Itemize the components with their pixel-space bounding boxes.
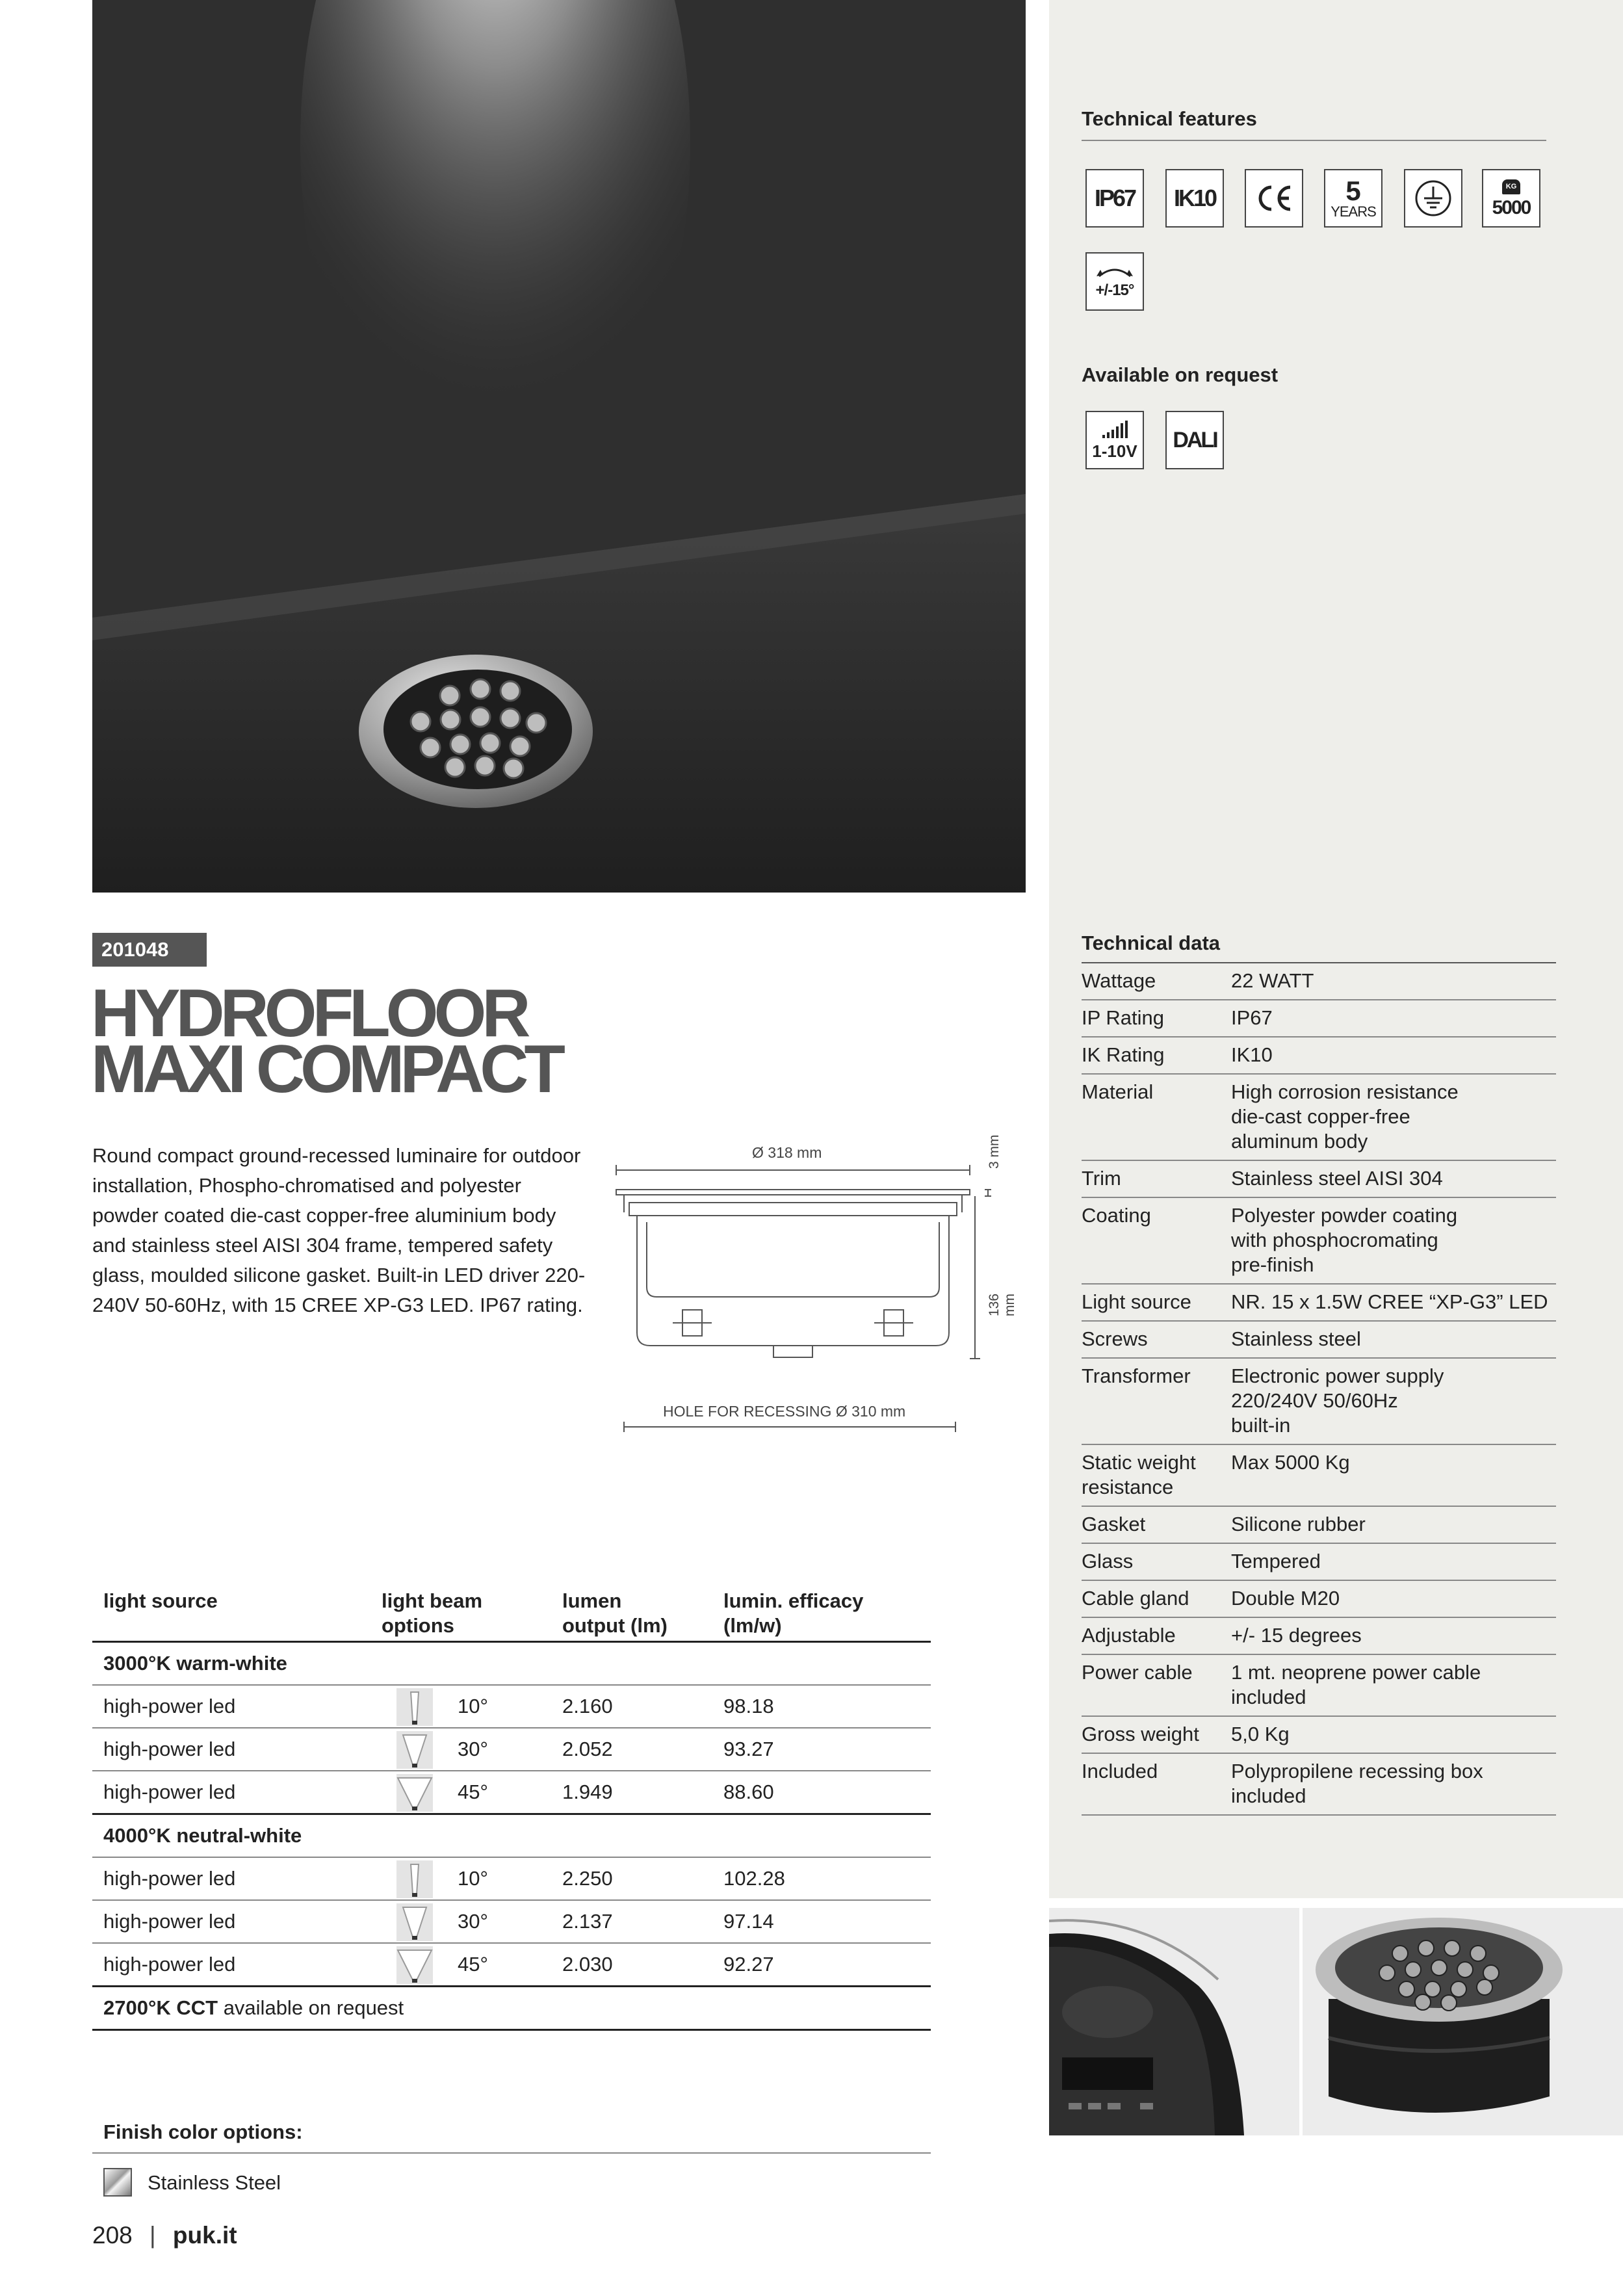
- technical-data-row: [1082, 1285, 1556, 1322]
- ip67-label: IP67: [1094, 185, 1136, 211]
- light-table-row: [92, 1771, 931, 1815]
- technical-data-key: IK Rating: [1082, 1043, 1165, 1066]
- efficacy-cell: 93.27: [723, 1738, 774, 1760]
- efficacy-cell: 98.18: [723, 1695, 774, 1717]
- technical-data-key: Material: [1082, 1080, 1154, 1103]
- efficacy-cell: 88.60: [723, 1781, 774, 1803]
- beam-angle-icon: [396, 1774, 433, 1812]
- ce-mark-icon: [1245, 169, 1303, 228]
- beam-angle-cell: 10°: [458, 1695, 488, 1717]
- light-table-group-row: [92, 1643, 931, 1686]
- beam-angle-cell: 45°: [458, 1953, 488, 1976]
- efficacy-cell: 97.14: [723, 1910, 774, 1933]
- technical-data-value: 5,0 Kg: [1231, 1723, 1290, 1745]
- light-table-row: [92, 1858, 931, 1901]
- technical-data-value: Stainless steel AISI 304: [1231, 1167, 1443, 1190]
- light-table-row: [92, 1729, 931, 1771]
- efficacy-cell: 92.27: [723, 1953, 774, 1976]
- light-table-group-row: [92, 1815, 931, 1858]
- technical-data-value: Electronic power supply 220/240V 50/60Hz built-in: [1231, 1364, 1444, 1437]
- beam-angle-icon: [396, 1731, 433, 1769]
- light-table-header-cell: light source: [103, 1589, 218, 1612]
- lumen-output-cell: 2.160: [562, 1695, 613, 1717]
- stainless-steel-swatch: [103, 2168, 132, 2197]
- warranty-years-label: YEARS: [1331, 203, 1376, 220]
- efficacy-cell: 102.28: [723, 1867, 785, 1890]
- finish-rule: [92, 2152, 931, 2154]
- beam-angle-icon: [396, 1860, 433, 1898]
- light-table-header-cell: lumin. efficacy (lm/w): [723, 1589, 864, 1637]
- light-output-table: [92, 1586, 931, 2031]
- lumen-output-cell: 2.052: [562, 1738, 613, 1760]
- beam-angle-cell: 30°: [458, 1910, 488, 1933]
- technical-data-key: Static weight resistance: [1082, 1451, 1196, 1498]
- technical-data-value: +/- 15 degrees: [1231, 1624, 1362, 1647]
- lumen-output-cell: 2.250: [562, 1867, 613, 1890]
- technical-data-key: Light source: [1082, 1290, 1191, 1313]
- technical-data-key: Power cable: [1082, 1661, 1193, 1684]
- technical-data-row: [1082, 1198, 1556, 1285]
- finish-option-label: Stainless Steel: [148, 2171, 281, 2194]
- weight-icon-kg: KG: [1502, 179, 1521, 194]
- light-table-group-name: 3000°K warm-white: [103, 1652, 287, 1675]
- technical-data-value: Polyester powder coating with phosphocromating pre-finish: [1231, 1204, 1458, 1276]
- technical-data-row: [1082, 1618, 1556, 1655]
- technical-data-key: Screws: [1082, 1327, 1148, 1350]
- footer-separator: |: [149, 2222, 156, 2249]
- technical-data-value: Stainless steel: [1231, 1327, 1361, 1350]
- beam-angle-cell: 45°: [458, 1781, 488, 1803]
- weight-icon-value: 5000: [1492, 196, 1531, 218]
- page-footer: [92, 2222, 237, 2249]
- technical-data-row: [1082, 1161, 1556, 1198]
- adjustable-icon: [1085, 252, 1144, 311]
- technical-data-key: Glass: [1082, 1550, 1134, 1572]
- technical-data-value: Polypropilene recessing box included: [1231, 1760, 1483, 1807]
- technical-data-value: 22 WATT: [1231, 969, 1314, 992]
- warranty-years-number: 5: [1345, 176, 1361, 206]
- dimming-1-10v-icon: [1085, 411, 1144, 469]
- technical-data-key: Gasket: [1082, 1513, 1146, 1535]
- cct-note: [103, 1996, 404, 2020]
- technical-data-key: Gross weight: [1082, 1723, 1199, 1745]
- technical-data-value: High corrosion resistance die-cast copper-free aluminum body: [1231, 1080, 1459, 1153]
- finish-title: Finish color options:: [103, 2120, 303, 2143]
- beam-angle-icon: [396, 1688, 433, 1726]
- beam-angle-cell: 10°: [458, 1867, 488, 1890]
- light-source-cell: high-power led: [103, 1867, 236, 1890]
- light-table-row: [92, 1686, 931, 1729]
- adjustable-label: +/-15°: [1095, 281, 1134, 299]
- technical-data-row: [1082, 1717, 1556, 1754]
- lumen-output-cell: 1.949: [562, 1781, 613, 1803]
- technical-data-value: Double M20: [1231, 1587, 1340, 1610]
- drawing-diameter-label: Ø 318 mm: [752, 1144, 822, 1161]
- technical-data-row: [1082, 1655, 1556, 1717]
- product-code-badge: 201048: [92, 933, 207, 967]
- technical-data-row: [1082, 1581, 1556, 1618]
- technical-data-value: Silicone rubber: [1231, 1513, 1366, 1535]
- technical-data-row: [1082, 963, 1556, 1000]
- warranty-icon: [1324, 169, 1383, 228]
- technical-data-value: Max 5000 Kg: [1231, 1451, 1350, 1474]
- page-number: 208: [92, 2222, 133, 2249]
- technical-features-title: Technical features: [1082, 107, 1257, 130]
- ip67-icon: [1085, 169, 1144, 228]
- technical-data-row: [1082, 1075, 1556, 1161]
- product-title-line2: MAXI COMPACT: [91, 1032, 561, 1107]
- weight-icon: [1482, 169, 1540, 228]
- beam-angle-cell: 30°: [458, 1738, 488, 1760]
- light-source-cell: high-power led: [103, 1695, 236, 1717]
- lumen-output-cell: 2.030: [562, 1953, 613, 1976]
- light-table-header-cell: light beam options: [382, 1589, 483, 1637]
- technical-data-value: Tempered: [1231, 1550, 1321, 1572]
- light-table-note-row: [92, 1987, 931, 2031]
- ik10-label: IK10: [1173, 185, 1216, 211]
- technical-data-value: IK10: [1231, 1043, 1273, 1066]
- dali-label: DALI: [1173, 427, 1217, 452]
- technical-data-key: IP Rating: [1082, 1006, 1164, 1029]
- light-table-header-cell: lumen output (lm): [562, 1589, 668, 1637]
- light-table-group-name: 4000°K neutral-white: [103, 1824, 302, 1847]
- light-source-cell: high-power led: [103, 1953, 236, 1976]
- technical-data-row: [1082, 1322, 1556, 1359]
- available-on-request-title: Available on request: [1082, 363, 1279, 386]
- technical-data-row: [1082, 1445, 1556, 1507]
- technical-data-value: NR. 15 x 1.5W CREE “XP-G3” LED: [1231, 1290, 1548, 1313]
- dali-icon: [1165, 411, 1224, 469]
- technical-data-key: Wattage: [1082, 969, 1156, 992]
- ground-icon: [1404, 169, 1462, 228]
- technical-data-row: [1082, 1507, 1556, 1544]
- technical-data-key: Transformer: [1082, 1364, 1191, 1387]
- drawing-trim-label: 3 mm: [987, 1134, 1002, 1169]
- product-description: Round compact ground-recessed luminaire for outdoor installation, Phospho-chromatised and polyester powder coated die-cast copper-free aluminium body and stainless steel AISI 304 frame, tempered safety glass, moulded silicone gasket. Built-in LED driver 220-240V 50-60Hz, with 15 CREE XP-G3 LED. IP67 rating.: [92, 1144, 586, 1316]
- light-table-row: [92, 1944, 931, 1987]
- light-source-cell: high-power led: [103, 1910, 236, 1933]
- technical-data-row: [1082, 1000, 1556, 1037]
- product-title-line1: HYDROFLOOR: [91, 976, 526, 1051]
- light-table-header: [92, 1586, 931, 1643]
- dimming-label: 1-10V: [1092, 441, 1137, 461]
- ik10-icon: [1165, 169, 1224, 228]
- beam-angle-icon: [396, 1946, 433, 1984]
- drawing-height-label: 136 mm: [987, 1293, 1017, 1316]
- technical-data-value: IP67: [1231, 1006, 1273, 1029]
- technical-data-row: [1082, 1544, 1556, 1581]
- technical-data-key: Coating: [1082, 1204, 1151, 1227]
- light-source-cell: high-power led: [103, 1781, 236, 1803]
- drawing-hole-label: HOLE FOR RECESSING Ø 310 mm: [663, 1403, 906, 1420]
- technical-data-key: Trim: [1082, 1167, 1121, 1190]
- technical-data-key: Adjustable: [1082, 1624, 1176, 1647]
- recessing-box-photo: [1049, 1908, 1299, 2135]
- technical-data-key: Cable gland: [1082, 1587, 1189, 1610]
- technical-data-row: [1082, 1037, 1556, 1075]
- technical-data-title: Technical data: [1082, 932, 1221, 954]
- luminaire-with-box-photo: [1303, 1908, 1623, 2135]
- technical-data-key: Included: [1082, 1760, 1158, 1782]
- beam-angle-icon: [396, 1903, 433, 1941]
- cct-note-rest: available on request: [218, 1996, 404, 2019]
- technical-features-rule: [1082, 140, 1546, 141]
- light-source-cell: high-power led: [103, 1738, 236, 1760]
- cct-note-bold: 2700°K CCT: [103, 1996, 218, 2019]
- light-table-row: [92, 1901, 931, 1944]
- technical-data-value: 1 mt. neoprene power cable included: [1231, 1661, 1481, 1708]
- technical-data-row: [1082, 1359, 1556, 1445]
- footer-website-link[interactable]: puk.it: [172, 2222, 237, 2249]
- lumen-output-cell: 2.137: [562, 1910, 613, 1933]
- technical-data-table: [1082, 963, 1556, 1816]
- hero-product-photo: [92, 0, 1026, 893]
- technical-drawing: [611, 1134, 1027, 1463]
- technical-data-row: [1082, 1754, 1556, 1816]
